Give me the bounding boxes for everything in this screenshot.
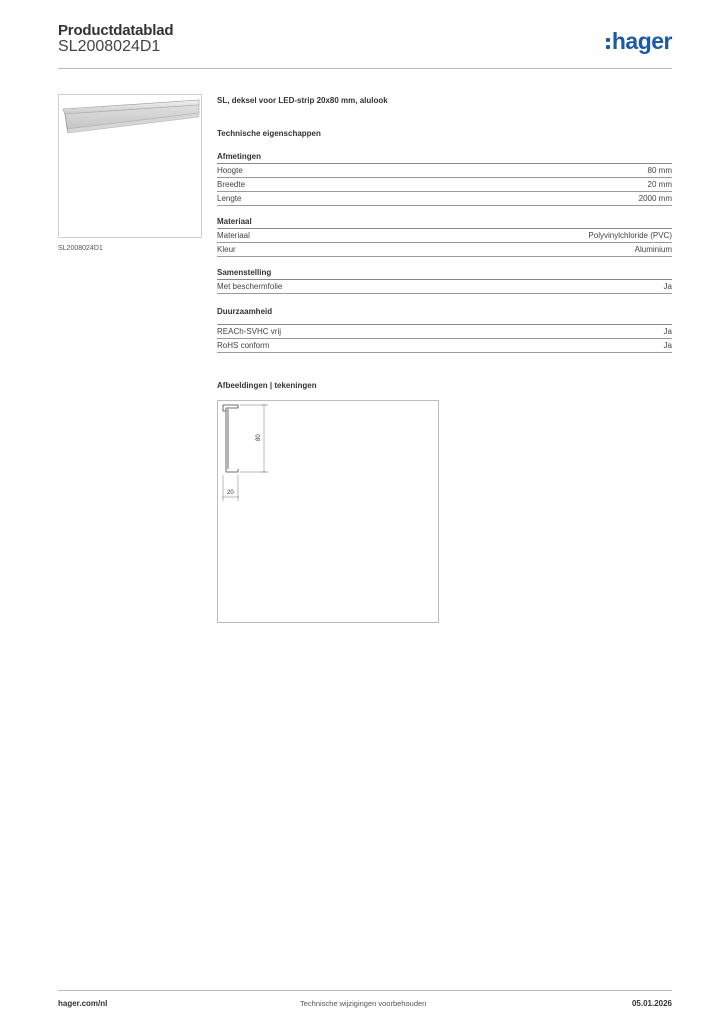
page-header bbox=[58, 22, 672, 70]
logo-text: hager bbox=[611, 27, 672, 54]
spec-label: Met beschermfolie bbox=[217, 282, 283, 291]
spec-group-afmetingen bbox=[217, 151, 672, 206]
document-title: Productdatablad bbox=[58, 22, 174, 39]
spec-label: REACh-SVHC vrij bbox=[217, 327, 282, 336]
spec-value: Ja bbox=[663, 327, 672, 336]
spec-label: RoHS conform bbox=[217, 341, 270, 350]
product-description: SL, deksel voor LED-strip 20x80 mm, alulook bbox=[217, 96, 388, 105]
spec-label: Kleur bbox=[217, 245, 236, 254]
spec-row bbox=[217, 243, 672, 257]
width-dimension-label: 20 bbox=[227, 490, 234, 496]
spec-row bbox=[217, 339, 672, 353]
spec-value: Ja bbox=[663, 282, 672, 291]
spec-value: Aluminium bbox=[634, 245, 672, 254]
technical-drawing bbox=[217, 400, 439, 623]
spec-row bbox=[217, 178, 672, 192]
spec-label: Materiaal bbox=[217, 231, 250, 240]
spec-value: Ja bbox=[663, 341, 672, 350]
spec-row bbox=[217, 192, 672, 206]
spec-value: 80 mm bbox=[647, 166, 672, 175]
spec-label: Breedte bbox=[217, 180, 246, 189]
spec-row bbox=[217, 164, 672, 178]
profile-drawing bbox=[218, 401, 438, 622]
spec-value: 2000 mm bbox=[638, 194, 672, 203]
spec-row bbox=[217, 325, 672, 339]
height-dimension-label: 80 bbox=[256, 434, 262, 441]
spec-label: Hoogte bbox=[217, 166, 243, 175]
spec-value: 20 mm bbox=[647, 180, 672, 189]
image-caption: SL2008024D1 bbox=[58, 245, 103, 252]
spec-section-title: Technische eigenschappen bbox=[217, 129, 321, 138]
spec-row bbox=[217, 229, 672, 243]
header-divider bbox=[58, 68, 672, 69]
spec-group-duurzaamheid bbox=[217, 306, 672, 353]
group-title: Samenstelling bbox=[217, 267, 672, 280]
footer-divider bbox=[58, 990, 672, 991]
hager-logo bbox=[606, 28, 672, 54]
group-title: Materiaal bbox=[217, 216, 672, 229]
group-title: Afmetingen bbox=[217, 151, 672, 164]
group-title: Duurzaamheid bbox=[217, 307, 273, 316]
footer-date: 05.01.2026 bbox=[631, 999, 672, 1008]
spec-group-samenstelling bbox=[217, 267, 672, 294]
spec-rows bbox=[217, 324, 672, 353]
drawings-title: Afbeeldingen | tekeningen bbox=[217, 381, 317, 390]
footer-disclaimer: Technische wijzigingen voorbehouden bbox=[300, 999, 427, 1008]
logo-dots-icon bbox=[606, 38, 610, 49]
spec-group-materiaal bbox=[217, 216, 672, 257]
spec-content bbox=[217, 96, 672, 353]
product-image bbox=[58, 94, 202, 238]
product-code: SL2008024D1 bbox=[58, 38, 161, 55]
footer-website-link[interactable]: hager.com/nl bbox=[58, 999, 108, 1008]
led-cover-profile-image bbox=[59, 95, 201, 237]
spec-label: Lengte bbox=[217, 194, 242, 203]
spec-row bbox=[217, 280, 672, 294]
spec-value: Polyvinylchloride (PVC) bbox=[588, 231, 672, 240]
